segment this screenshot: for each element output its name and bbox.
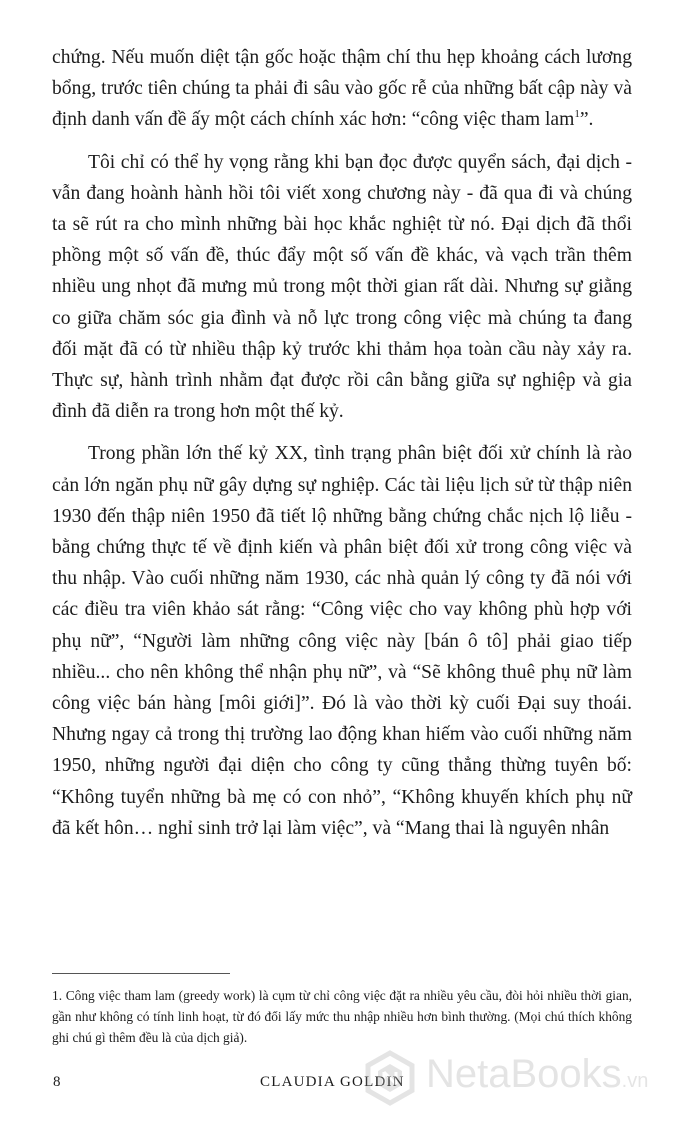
watermark [362,1046,692,1110]
body-text [52,42,632,855]
paragraph-1 [52,42,632,136]
footnote-ref[interactable]: 1 [574,108,580,121]
netabooks-hexagon-logo-icon [362,1050,418,1106]
running-author: CLAUDIA GOLDIN [260,1074,405,1090]
paragraph-1-text: chứng. Nếu muốn diệt tận gốc hoặc thậm chí thu hẹp khoảng cách lương bổng, trước tiên chúng ta phải đi sâu vào gốc rễ của những bất cập này và định danh vấn đề ấy một cách chính xác hơn: “công việc tham lam [52,47,632,131]
page-number: 8 [53,1074,61,1090]
footnote-divider [52,973,230,974]
paragraph-2: Tôi chỉ có thể hy vọng rằng khi bạn đọc được quyển sách, đại dịch - vẫn đang hoành hành hồi tôi viết xong chương này - đã qua đi và chúng ta sẽ rút ra cho mình những bài học khắc nghiệt từ nó. Đại dịch đã thổi phồng một số vấn đề, thúc đẩy một số vấn đề khác, và vạch trần thêm nhiều ung nhọt đã mưng mủ trong một thời gian rất dài. Nhưng sự giằng co giữa chăm sóc gia đình và nỗ lực trong công việc mà chúng ta đang đối mặt đã có từ nhiều thập kỷ trước khi thảm họa toàn cầu này xảy ra. Thực sự, hành trình nhằm đạt được rồi cân bằng giữa sự nghiệp và gia đình đã diễn ra trong hơn một thế kỷ. [52,151,632,423]
watermark-text [426,1052,648,1097]
paragraph-3: Trong phần lớn thế kỷ XX, tình trạng phân biệt đối xử chính là rào cản lớn ngăn phụ nữ gây dựng sự nghiệp. Các tài liệu lịch sử từ thập niên 1930 đến thập niên 1950 đã tiết lộ những bằng chứng chắc nịch lộ liễu - bằng chứng thực tế về định kiến và phân biệt đối xử trong công việc và thu nhập. Vào cuối những năm 1930, các nhà quản lý công ty đã nói với các điều tra viên khảo sát rằng: “Công việc cho vay không phù hợp với phụ nữ”, “Người làm những công việc này [bán ô tô] phải giao tiếp nhiều... cho nên không thể nhận phụ nữ”, và “Sẽ không thuê phụ nữ làm công việc bán hàng [môi giới]”. Đó là vào thời kỳ cuối Đại suy thoái. Nhưng ngay cả trong thị trường lao động khan hiếm vào cuối những năm 1950, những người đại diện cho công ty cũng thẳng thừng tuyên bố: “Không tuyển những bà mẹ có con nhỏ”, “Không khuyến khích phụ nữ đã kết hôn… nghỉ sinh trở lại làm việc”, và “Mang thai là nguyên nhân [52,443,632,839]
watermark-brand: NetaBooks [426,1052,622,1096]
paragraph-1-tail: ”. [579,109,594,131]
footnote: 1. Công việc tham lam (greedy work) là cụm từ chỉ công việc đặt ra nhiều yêu cầu, đòi hỏi nhiều thời gian, gần như không có tính linh hoạt, từ đó đổi lấy mức thu nhập nhiều hơn bình thường. (Mọi chú thích không ghi chú gì thêm đều là của dịch giả). [52,988,632,1045]
watermark-suffix: .vn [621,1070,649,1092]
